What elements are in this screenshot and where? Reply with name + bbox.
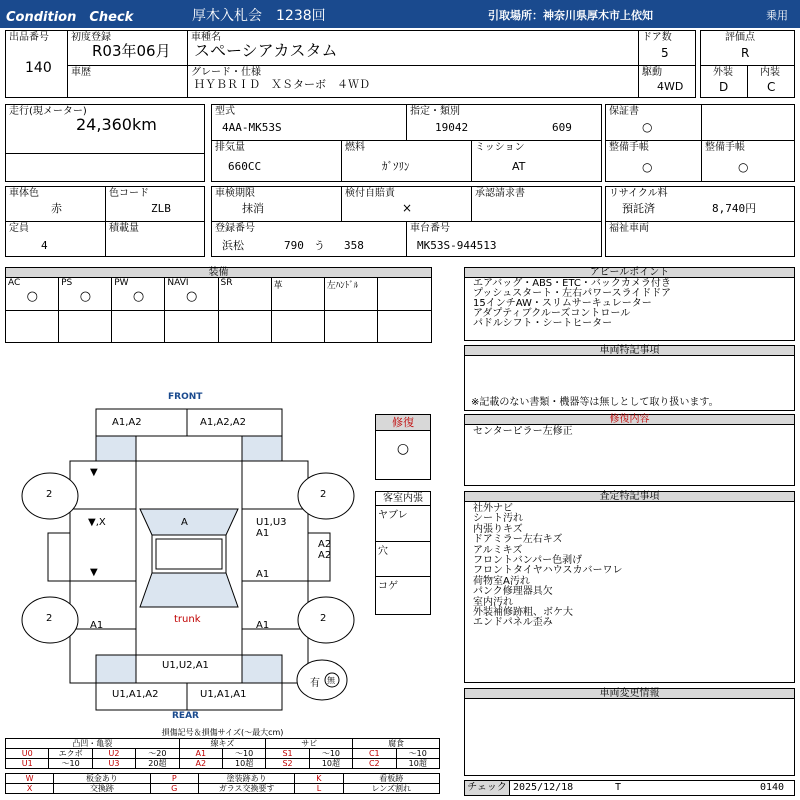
legend-mark-desc: レンズ割れ: [343, 784, 439, 794]
warranty: ○: [642, 120, 653, 134]
equipment-label: 革: [273, 281, 283, 291]
check-label: チェック: [465, 781, 510, 795]
auction-title: 厚木入札会 1238回: [192, 8, 326, 24]
doors: 5: [661, 46, 669, 60]
first-reg: R03年06月: [92, 42, 171, 60]
rear-bumper-right: U1,A1,A1: [200, 689, 247, 700]
usage-type: 乗用: [766, 9, 788, 22]
quarter-left: A1: [90, 620, 104, 631]
displacement-cell: [211, 140, 342, 182]
grade-cell: [187, 65, 639, 98]
special-note: ※記載のない書類・機器等は無しとして取り扱います。: [471, 397, 719, 408]
equipment-label: 左ﾊﾝﾄﾞﾙ: [326, 281, 359, 291]
legend-mark-desc: ガラス交換要す: [198, 784, 294, 794]
door-rear-left: ▼: [90, 567, 98, 578]
inspection-note-line: アルミキズ: [473, 544, 523, 556]
inspection-note-line: フロントバンパー色剥げ: [473, 555, 583, 566]
recycle-cell: [605, 186, 795, 222]
chassis-number: MK53S-944513: [417, 239, 497, 252]
repair-history-value: ○: [396, 441, 410, 457]
inspection-note-line: ドアミラー左右キズ: [473, 534, 563, 546]
equipment-item: [165, 278, 218, 310]
maintenance2: ○: [738, 160, 749, 174]
equipment-extra: [59, 311, 112, 342]
fuel-cell: [341, 140, 472, 182]
interior-cell: [747, 65, 795, 98]
doors-cell: [638, 30, 696, 66]
mirror-right: A2 A2: [318, 539, 332, 561]
legend-code: S2: [266, 759, 309, 769]
check-footer: [464, 780, 795, 796]
door-front-left: ▼,X: [88, 517, 106, 528]
inspection-note-line: 内張りキズ: [473, 523, 523, 535]
recycle-status: 預託済: [622, 202, 655, 215]
quarter-right: A1: [256, 620, 270, 631]
color-code-label: 色コード: [109, 188, 149, 199]
recycle-fee: 8,740円: [712, 202, 757, 215]
trunk-label: trunk: [174, 614, 201, 625]
legend-code: U2: [92, 749, 135, 759]
check-date: 2025/12/18: [513, 782, 574, 793]
approval-cell: [471, 186, 602, 222]
interior-row-label: 穴: [378, 546, 388, 557]
plate-class: 790: [284, 239, 304, 252]
maintenance2-cell: [701, 140, 795, 182]
maintenance: ○: [642, 160, 653, 174]
appeal-line: 15インチAW・スリムサーキュレーター: [473, 298, 652, 309]
warranty-label: 保証書: [609, 106, 639, 117]
equipment-item: [219, 278, 272, 310]
inspector: T: [615, 782, 622, 793]
equipment-label: SR: [220, 278, 233, 288]
pickup-location: 引取場所：神奈川県厚木市上依知: [488, 9, 653, 22]
score: R: [741, 46, 750, 60]
drive: 4WD: [657, 80, 684, 93]
legend-title: 損傷記号＆損傷サイズ(～最大cm): [161, 728, 284, 737]
capacity: 4: [41, 239, 48, 252]
chassis-cell: [406, 221, 602, 257]
legend-size: エクボ: [49, 749, 92, 759]
equipment-extra: [112, 311, 165, 342]
legend-size: 10超: [309, 759, 352, 769]
front-bumper-left: A1,A2: [112, 417, 142, 428]
equipment-extra: [219, 311, 272, 342]
warranty-extra-cell: [701, 104, 795, 141]
exterior-label: 外装: [713, 67, 733, 78]
exterior: D: [719, 80, 729, 94]
rear-panel: U1,U2,A1: [162, 660, 209, 671]
doors-label: ドア数: [642, 32, 672, 43]
interior-label: 内装: [760, 67, 780, 78]
repair-detail-box: [464, 424, 795, 486]
special-header: 車両特記事項: [464, 345, 795, 356]
self-check-cell: [341, 186, 472, 222]
rear-label: REAR: [172, 711, 199, 721]
lot-number-cell: [5, 30, 68, 98]
plate-label: 登録番号: [215, 223, 255, 234]
grade: ＨＹＢＲＩＤ ＸＳターボ ４ＷＤ: [194, 78, 370, 91]
maintenance2-label: 整備手帳: [705, 142, 745, 153]
appeal-line: アダプティブクルーズコントロール: [473, 308, 631, 319]
category: 609: [552, 121, 572, 134]
inspection-note-line: 社外ナビ: [473, 503, 513, 514]
legend-size: ～10: [49, 759, 92, 769]
damage-legend: [5, 728, 440, 796]
mileage: 24,360km: [76, 115, 157, 134]
legend-code: C1: [353, 749, 396, 759]
car-name-cell: [187, 30, 639, 66]
roof-damage: A: [181, 517, 188, 528]
grade-label: グレード・仕様: [191, 67, 261, 78]
equipment-value: ○: [79, 289, 92, 304]
welfare-cell: [605, 221, 795, 257]
legend-size: 10超: [396, 759, 439, 769]
legend-size: ～20: [136, 749, 179, 759]
legend-mark: K: [295, 774, 343, 784]
drive-cell: [638, 65, 696, 98]
warranty-cell: [605, 104, 702, 141]
front-bumper-right: A1,A2,A2: [200, 417, 246, 428]
legend-mark: G: [150, 784, 198, 794]
tire-front-left: 2: [46, 489, 53, 500]
load-cell: [105, 221, 205, 257]
self-check-label: 検付自賠責: [345, 188, 395, 199]
mission: AT: [512, 160, 526, 173]
inspection-notes-box: [464, 501, 795, 683]
legend-code: A1: [179, 749, 222, 759]
equipment-extra: [6, 311, 59, 342]
equipment-grid: [5, 277, 432, 343]
door-front-right: U1,U3 A1: [256, 517, 287, 539]
legend-mark: L: [295, 784, 343, 794]
repair-detail-line: センターピラー左修正: [473, 426, 573, 437]
history-label: 車歴: [71, 67, 91, 78]
model-label: 型式: [215, 106, 235, 117]
check-code: 0140: [760, 782, 785, 793]
interior-row-label: コゲ: [378, 581, 398, 592]
legend-size: 20超: [136, 759, 179, 769]
header-bar: [0, 0, 800, 28]
appeal-header: アピールポイント: [464, 267, 795, 278]
first-reg-cell: [67, 30, 188, 66]
inspection-cell: [211, 186, 342, 222]
plate-cell: [211, 221, 407, 257]
inspection-note-line: 外装補修跡粗、ボケ大: [473, 607, 573, 618]
plate-area: 浜松: [222, 239, 244, 252]
legend-mark: X: [6, 784, 54, 794]
rear-bumper-left: U1,A1,A2: [112, 689, 159, 700]
change-info-header: 車両変更情報: [464, 688, 795, 699]
model-cell: [211, 104, 407, 141]
legend-code: A2: [179, 759, 222, 769]
legend-mark-desc: 看板跡: [343, 774, 439, 784]
chassis-label: 車台番号: [410, 223, 450, 234]
interior-trim-box: [375, 491, 431, 615]
interior-trim-title: 客室内張: [376, 492, 430, 506]
mission-cell: [471, 140, 602, 182]
fuel-label: 燃料: [345, 142, 365, 153]
fuel: ｶﾞｿﾘﾝ: [382, 160, 410, 173]
displacement: 660CC: [228, 160, 262, 173]
equipment-value: ○: [185, 289, 198, 304]
door-rear-right: A1: [256, 569, 270, 580]
fender-left: ▼: [90, 467, 98, 478]
legend-mark-desc: 塗装跡あり: [198, 774, 294, 784]
displacement-label: 排気量: [215, 142, 245, 153]
inspection-note-line: シート汚れ: [473, 513, 523, 525]
equipment-item: [6, 278, 59, 310]
repair-history-box: [375, 414, 431, 480]
mileage-label: 走行(現メーター): [9, 106, 87, 117]
recycle-label: リサイクル料: [609, 188, 668, 199]
appeal-box: [464, 277, 795, 341]
condition-check-title: Condition Check: [6, 10, 134, 25]
legend-group-name: 腐食: [353, 739, 440, 749]
inspection-note-line: エンドパネル歪み: [473, 617, 553, 629]
maintenance-cell: [605, 140, 702, 182]
legend-size: 10超: [222, 759, 265, 769]
car-name-label: 車種名: [191, 32, 221, 43]
designation: 19042: [435, 121, 469, 134]
legend-size: ～10: [309, 749, 352, 759]
equipment-extra: [272, 311, 325, 342]
legend-mark-desc: 交換跡: [54, 784, 150, 794]
legend-code: U1: [6, 759, 49, 769]
legend-mark-desc: 板金あり: [54, 774, 150, 784]
equipment-item: [112, 278, 165, 310]
legend-code: S1: [266, 749, 309, 759]
maintenance-label: 整備手帳: [609, 142, 649, 153]
color-code-cell: [105, 186, 205, 222]
color-label: 車体色: [9, 188, 39, 199]
repair-history-title: 修復: [376, 415, 430, 431]
self-check: ×: [402, 201, 413, 215]
special-box: [464, 355, 795, 411]
plate-kana: う: [314, 239, 325, 252]
mileage-cell: [5, 104, 205, 154]
inspection: 抹消: [242, 202, 264, 215]
car-name: スペーシアカスタム: [194, 41, 338, 60]
inspection-note-line: 荷物室A汚れ: [473, 575, 530, 587]
legend-size: ～10: [396, 749, 439, 759]
legend-code: U3: [92, 759, 135, 769]
inspection-note-line: パンク修理器具欠: [473, 586, 553, 598]
equipment-header: 装備: [5, 267, 432, 278]
front-label: FRONT: [168, 392, 203, 402]
legend-group-name: サビ: [266, 739, 353, 749]
legend-mark: W: [6, 774, 54, 784]
interior: C: [767, 80, 776, 94]
equipment-item: [325, 278, 378, 310]
color: 赤: [51, 202, 62, 215]
mission-label: ミッション: [475, 142, 525, 153]
equipment-value: ○: [132, 289, 145, 304]
appeal-line: プッシュスタート・左右パワースライドドア: [473, 288, 671, 299]
change-info-box: [464, 698, 795, 776]
history-cell: [67, 65, 188, 98]
exterior-cell: [700, 65, 748, 98]
designation-cell: [406, 104, 602, 141]
model: 4AA-MK53S: [222, 121, 282, 134]
inspection-notes-header: 査定特記事項: [464, 491, 795, 502]
plate-number: 358: [344, 239, 364, 252]
mileage-extra-cell: [5, 153, 205, 182]
legend-code: C2: [353, 759, 396, 769]
welfare-label: 福祉車両: [609, 223, 649, 234]
tire-rear-left: 2: [46, 613, 53, 624]
color-code: ZLB: [151, 202, 171, 215]
lot-number-label: 出品番号: [9, 32, 49, 43]
car-diagram: [0, 385, 375, 720]
first-reg-label: 初度登録: [71, 32, 111, 43]
repair-detail-header: 修復内容: [464, 414, 795, 425]
equipment-label: PS: [61, 278, 73, 288]
legend-group-name: 線キズ: [179, 739, 266, 749]
tire-front-right: 2: [320, 489, 327, 500]
equipment-item: [272, 278, 325, 310]
spare-tire-mark: 無: [327, 676, 335, 685]
score-cell: [700, 30, 795, 66]
equipment-value: ○: [26, 289, 38, 304]
equipment-label: PW: [114, 278, 129, 288]
approval-label: 承認請求書: [475, 188, 525, 199]
legend-group-name: 凸凹・亀裂: [6, 739, 180, 749]
designation-label: 指定・類別: [410, 106, 460, 117]
spare-tire-label: 有: [310, 678, 320, 689]
inspection-note-line: フロントタイヤハウスカバーワレ: [473, 565, 623, 577]
capacity-cell: [5, 221, 106, 257]
capacity-label: 定員: [9, 223, 29, 234]
score-label: 評価点: [725, 32, 755, 43]
legend-size: ～10: [222, 749, 265, 759]
interior-row-label: ヤブレ: [378, 510, 408, 521]
equipment-item: [59, 278, 112, 310]
tire-rear-right: 2: [320, 613, 327, 624]
equipment-extra: [325, 311, 378, 342]
color-cell: [5, 186, 106, 222]
equipment-label: NAVI: [167, 278, 189, 288]
drive-label: 駆動: [642, 67, 662, 78]
inspection-label: 車検期限: [215, 188, 255, 199]
legend-code: U0: [6, 749, 49, 759]
load-label: 積載量: [109, 223, 139, 234]
equipment-extra: [165, 311, 218, 342]
equipment-label: AC: [8, 278, 21, 288]
inspection-note-line: 室内汚れ: [473, 596, 513, 608]
appeal-line: パドルシフト・シートヒーター: [473, 318, 613, 329]
lot-number: 140: [25, 60, 52, 76]
legend-mark: P: [150, 774, 198, 784]
appeal-line: エアバッグ・ABS・ETC・バックカメラ付き: [473, 278, 671, 289]
